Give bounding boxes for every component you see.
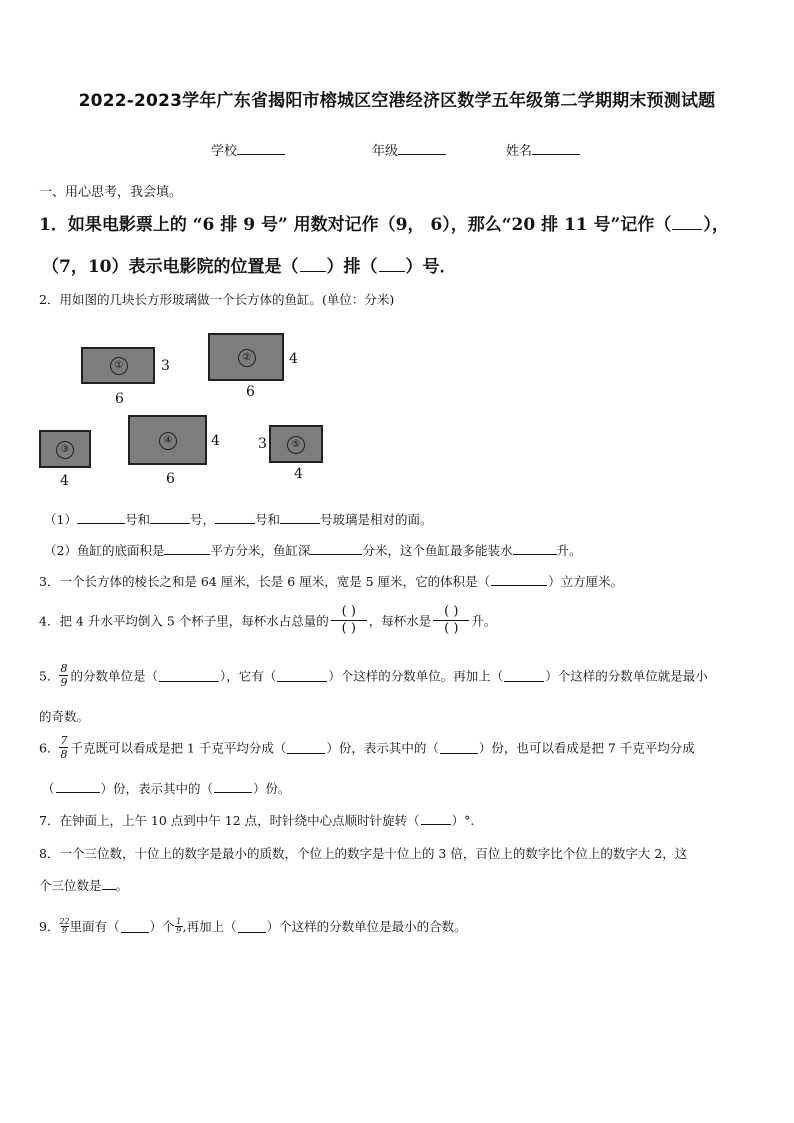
q2-sub1-blank-1[interactable]: [77, 511, 125, 524]
question-2: 2．用如图的几块长方形玻璃做一个长方体的鱼缸。(单位：分米): [39, 292, 395, 307]
q6-text-e: （: [42, 781, 55, 796]
q4-fraction-2[interactable]: [433, 604, 469, 637]
q6-text-d: ）份，也可以看成是把 7 千克平均分成: [478, 740, 695, 756]
panel-3-width: 4: [60, 473, 69, 489]
panel-2-width: 6: [246, 384, 255, 400]
q1-blank-1[interactable]: [672, 217, 702, 230]
q9-blank-2[interactable]: [238, 920, 266, 933]
q8-text-b: 个三位数是: [39, 878, 102, 893]
question-5-line-2: 的奇数。: [39, 709, 90, 724]
q2-sub2-d: 升。: [556, 543, 582, 558]
q8-blank[interactable]: [102, 877, 116, 890]
question-8-line-2: [39, 876, 128, 894]
q1-text-a: 1．如果电影票上的 “6 排 9 号” 用数对记作（9， 6），那么“20 排 11 号”记作（: [39, 215, 672, 235]
q3-text-b: ）立方厘米。: [548, 574, 624, 589]
q5-text-b: 的分数单位是（: [70, 668, 158, 684]
school-label: 学校: [211, 144, 238, 159]
q1-text-b: ），: [703, 215, 729, 235]
glass-panel-5: [269, 425, 323, 463]
school-blank[interactable]: [237, 142, 285, 155]
q5-fraction: $\frac{8}{9}$: [60, 662, 68, 689]
name-label: 姓名: [506, 144, 533, 159]
q2-sub2-blank-1[interactable]: [164, 542, 210, 555]
question-5-line-1: [39, 663, 708, 688]
grade-field: [372, 140, 446, 159]
q7-text-a: 7．在钟面上，上午 10 点到中午 12 点，时针绕中心点顺时针旋转（: [39, 813, 420, 828]
page-title: 2022-2023学年广东省揭阳市榕城区空港经济区数学五年级第二学期期末预测试题: [78, 91, 716, 111]
q6-text-a: 6．: [39, 740, 60, 756]
q2-sub2-blank-2[interactable]: [310, 542, 362, 555]
q9-blank-1[interactable]: [121, 920, 149, 933]
question-4: [39, 604, 496, 637]
panel-4-height: 4: [211, 433, 220, 449]
q2-sub2-b: 平方分米，鱼缸深: [210, 543, 311, 558]
q3-blank[interactable]: [491, 573, 547, 586]
q7-text-b: ）°.: [451, 813, 475, 828]
panel-2-height: 4: [289, 351, 298, 367]
q9-text-e: ）个这样的分数单位是最小的合数。: [266, 919, 467, 934]
q1-blank-2[interactable]: [300, 259, 326, 272]
q1-text-e: ）号．: [405, 257, 457, 277]
q4-frac1-den: ( ): [341, 621, 356, 636]
q4-text-b: ，每杯水是: [368, 613, 432, 629]
name-blank[interactable]: [532, 142, 580, 155]
question-8-line-1: 8．一个三位数，十位上的数字是最小的质数，个位上的数字是十位上的 3 倍，百位上的数字比个位上的数字大 2，这: [39, 846, 688, 861]
panel-4-width: 6: [166, 471, 175, 487]
panel-2-label: ②: [238, 349, 256, 367]
panel-1-label: ①: [110, 357, 128, 375]
q6-fraction: $\frac{7}{8}$: [60, 734, 68, 761]
q2-sub1-blank-4[interactable]: [280, 511, 320, 524]
q2-sub1-blank-2[interactable]: [150, 511, 190, 524]
q8-text-c: 。: [115, 878, 129, 893]
q6-blank-1[interactable]: [287, 741, 325, 754]
q5-blank-3[interactable]: [504, 669, 544, 682]
q9-text-c: ）个: [149, 919, 175, 934]
q4-text-a: 4．把 4 升水平均倒入 5 个杯子里，每杯水占总量的: [39, 613, 329, 629]
question-2-sub-1: [44, 510, 433, 528]
q6-blank-4[interactable]: [214, 780, 252, 793]
q7-blank[interactable]: [421, 812, 451, 825]
name-field: [506, 140, 580, 159]
q2-sub2-c: 分米，这个鱼缸最多能装水: [362, 543, 513, 558]
glass-panel-2: [208, 333, 284, 381]
q2-sub2-blank-3[interactable]: [513, 542, 557, 555]
q1-blank-3[interactable]: [379, 259, 405, 272]
question-7: [39, 811, 474, 829]
q5-blank-2[interactable]: [277, 669, 327, 682]
q6-text-c: ）份，表示其中的（: [326, 740, 439, 756]
q6-blank-2[interactable]: [440, 741, 478, 754]
q2-sub1-blank-3[interactable]: [215, 511, 255, 524]
q2-sub1-d: 号和: [254, 512, 280, 527]
q5-text-a: 5．: [39, 668, 60, 684]
q2-sub1-e: 号玻璃是相对的面。: [320, 512, 433, 527]
q3-text-a: 3．一个长方体的棱长之和是 64 厘米，长是 6 厘米，宽是 5 厘米，它的体积是（: [39, 574, 491, 589]
grade-blank[interactable]: [398, 142, 446, 155]
q4-frac2-den: ( ): [444, 621, 459, 636]
q9-fraction-1: $\frac{22}{9}$: [59, 916, 70, 935]
panel-1-height: 3: [161, 358, 170, 374]
q2-sub1-c: 号，: [189, 512, 215, 527]
q2-sub1-a: （1）: [44, 512, 77, 527]
q5-text-e: ）个这样的分数单位就是最小: [545, 668, 708, 684]
q4-frac2-num: ( ): [444, 604, 459, 619]
question-6-line-1: [39, 735, 695, 760]
panel-5-label: ⑤: [287, 436, 305, 454]
q6-text-g: ）份。: [253, 781, 291, 796]
panel-5-width: 4: [294, 466, 303, 482]
panel-5-height: 3: [258, 436, 267, 452]
q5-text-d: ）个这样的分数单位。再加上（: [328, 668, 504, 684]
question-1-line-2: [42, 252, 457, 277]
q9-fraction-2: $\frac{1}{9}$: [176, 916, 182, 935]
glass-panel-3: [39, 430, 91, 468]
q6-blank-3[interactable]: [56, 780, 100, 793]
q5-blank-1[interactable]: [159, 669, 219, 682]
q1-text-c: （7，10）表示电影院的位置是（: [42, 257, 299, 277]
q6-text-b: 千克既可以看成是把 1 千克平均分成（: [70, 740, 287, 756]
school-field: [211, 140, 285, 159]
q4-frac1-num: ( ): [341, 604, 356, 619]
panel-1-width: 6: [115, 391, 124, 407]
q2-sub2-a: （2）鱼缸的底面积是: [44, 543, 165, 558]
panel-3-label: ③: [56, 441, 74, 459]
question-2-sub-2: [44, 541, 582, 559]
q4-fraction-1[interactable]: [331, 604, 367, 637]
q9-text-a: 9．: [39, 919, 60, 934]
grade-label: 年级: [372, 144, 399, 159]
q2-sub1-b: 号和: [124, 512, 150, 527]
panel-4-label: ④: [159, 432, 177, 450]
question-6-line-2: [42, 779, 291, 797]
section-heading: 一、用心思考，我会填。: [39, 185, 183, 200]
q9-text-d: ,再加上（: [182, 919, 237, 934]
glass-panel-4: [128, 415, 207, 465]
q6-text-f: ）份，表示其中的（: [100, 781, 214, 796]
q4-text-c: 升。: [471, 613, 497, 629]
glass-panel-1: [81, 347, 155, 384]
question-9: [39, 917, 467, 935]
q5-text-c: ），它有（: [219, 668, 277, 684]
question-3: [39, 572, 623, 590]
question-1-line-1: [39, 210, 729, 235]
q9-text-b: 里面有（: [69, 919, 120, 934]
q1-text-d: ）排（: [326, 257, 378, 277]
